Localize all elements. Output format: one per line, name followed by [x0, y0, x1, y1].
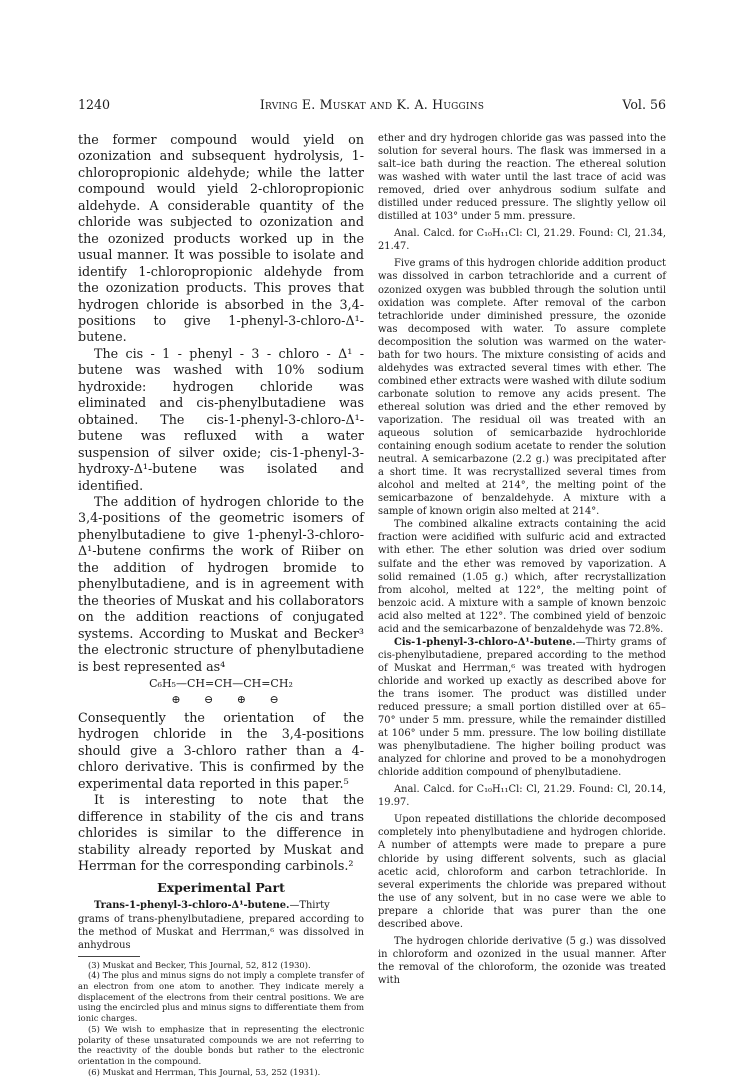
right-column: [378, 132, 666, 987]
paragraph: The cis - 1 - phenyl - 3 - chloro - Δ¹ - butene was washed with 10% sodium hydroxide: hydrogen chloride was eliminated and cis-phenylbutadiene was obtained. The cis-1-phenyl-3-chloro-Δ¹-butene was refluxed with a water suspension of silver oxide; cis-1-phenyl-3-hydroxy-Δ¹-butene was isolated and identified.: [78, 345, 364, 493]
paragraph: It is interesting to note that the difference in stability of the cis and trans chlorides is similar to the difference in stability already reported by Muskat and Herrman for the corresponding carbinols.²: [78, 792, 364, 874]
paragraph: ether and dry hydrogen chloride gas was passed into the solution for several hours. The flask was immersed in a salt–ice bath during the reaction. The ethereal solution was washed with water until the last trace of acid was removed, dried over anhydrous sodium sulfate and distilled under reduced pressure. The slightly yellow oil distilled at 103° under 5 mm. pressure.: [378, 133, 666, 223]
paragraph: [378, 636, 666, 780]
left-column: [78, 132, 364, 1077]
chemical-formula: C₆H₅—CH=CH—CH=CH₂: [149, 676, 293, 690]
footnote-rule: [78, 956, 140, 957]
paragraph: The hydrogen chloride derivative (5 g.) was dissolved in chloroform and ozonized in the usual manner. After the removal of the chloroform, the ozonide was treated with: [378, 935, 666, 986]
paragraph-text: —Thirty grams of trans-phenylbutadiene, prepared according to the method of Muskat and Herrman,⁶ was dissolved in anhydrous: [78, 900, 364, 951]
paragraph-text: —Thirty grams of cis-phenylbutadiene, prepared according to the method of Muskat and Herrman,⁶ was treated with hydrogen chloride and worked up exactly as described above for the trans isomer. The product was distilled under reduced pressure; a small portion distilled over at 65–70° under 5 mm. pressure, while the remainder distilled at 106° under 5 mm. pressure. The low boiling distillate was phenylbutadiene. The higher boiling product was analyzed for chlorine and proved to be a monohydrogen chloride addition compound of phenylbutadiene.: [378, 636, 666, 779]
running-header: [78, 97, 666, 113]
paragraph: The addition of hydrogen chloride to the 3,4-positions of the geometric isomers of phenylbutadiene to give 1-phenyl-3-chloro-Δ¹-butene confirms the work of Riiber on the addition of hydrogen bromide to phenylbutadiene, and is in agreement with the theories of Muskat and his collaborators on the addition reactions of conjugated systems. According to Muskat and Becker³ the electronic structure of phenylbutadiene is best represented as⁴: [78, 493, 364, 674]
analysis-line: Anal. Calcd. for C₁₀H₁₁Cl: Cl, 21.29. Found: Cl, 21.34, 21.47.: [378, 228, 666, 253]
run-in-heading: Cis-1-phenyl-3-chloro-Δ¹-butene.: [394, 636, 576, 648]
running-title: Irving E. Muskat and K. A. Huggins: [259, 97, 485, 112]
paragraph: Upon repeated distillations the chloride decomposed completely into phenylbutadiene and hydrogen chloride. A number of attempts were made to prepare a pure chloride by using different solvents, such as glacial acetic acid, chloroform and carbon tetrachloride. In several experiments the chloride was prepared without the use of any solvent, but in no case were we able to prepare a chloride that was purer than the one described above.: [378, 814, 666, 930]
section-heading: Experimental Part: [157, 880, 285, 896]
formula-charges: ⊕ ⊖ ⊕ ⊖: [171, 692, 289, 706]
paragraph: Five grams of this hydrogen chloride addition product was dissolved in carbon tetrachloride and a current of ozonized oxygen was bubbled through the solution until oxidation was complete. After removal of the carbon tetrachloride under diminished pressure, the ozonide was decomposed with water. To assure complete decomposition the solution was warmed on the water-bath for two hours. The mixture consisting of acids and aldehydes was extracted several times with ether. The combined ether extracts were washed with dilute sodium carbonate solution to remove any acids present. The ethereal solution was dried and the ether removed by vaporization. The residual oil was treated with an aqueous solution of semicarbazide hydrochloride containing enough sodium acetate to render the solution neutral. A semicarbazone (2.2 g.) was precipitated after a short time. It was recrystallized several times from alcohol and melted at 214°, the melting point of the semicarbazone of benzaldehyde. A mixture with a sample of known origin also melted at 214°.: [378, 258, 666, 518]
footnote: (6) Muskat and Herrman, This Journal, 53, 252 (1931).: [88, 1066, 321, 1077]
footnote: (5) We wish to emphasize that in representing the electronic polarity of these unsaturated compounds we are not referring to the reactivity of the double bonds but rather to the electronic orientation in the compound.: [78, 1023, 364, 1066]
paragraph: [78, 899, 364, 951]
analysis-line: Anal. Calcd. for C₁₀H₁₁Cl: Cl, 21.29. Found: Cl, 20.14, 19.97.: [378, 784, 666, 809]
paragraph: The combined alkaline extracts containing the acid fraction were acidified with sulfuric acid and extracted with ether. The ether solution was dried over sodium sulfate and the ether was removed by vaporization. A solid remained (1.05 g.) which, after recrystallization from alcohol, melted at 122°, the melting point of benzoic acid. A mixture with a sample of known benzoic acid also melted at 122°. The combined yield of benzoic acid and the semicarbazone of benzaldehyde was 72.8%.: [378, 519, 666, 635]
paragraph: Consequently the orientation of the hydrogen chloride in the 3,4-positions should give a 3-chloro rather than a 4-chloro derivative. This is confirmed by the experimental data reported in this paper.⁵: [78, 709, 364, 791]
page-number: 1240: [78, 97, 111, 112]
footnote: (3) Muskat and Becker, This Journal, 52, 812 (1930).: [88, 959, 311, 970]
footnote: (4) The plus and minus signs do not imply a complete transfer of an electron from one atom to another. They indicate merely a displacement of the electrons from their central positions. We are using the encircled plus and minus signs to differentiate them from ionic charges.: [78, 970, 364, 1024]
run-in-heading: Trans-1-phenyl-3-chloro-Δ¹-butene.: [94, 900, 290, 912]
volume-label: Vol. 56: [622, 97, 666, 112]
paragraph: the former compound would yield on ozonization and subsequent hydrolysis, 1-chloropropionic aldehyde; while the latter compound would yield 2-chloropropionic aldehyde. A considerable quantity of the chloride was subjected to ozonization and the ozonized products worked up in the usual manner. It was possible to isolate and identify 1-chloropropionic aldehyde from the ozonization products. This proves that hydrogen chloride is absorbed in the 3,4-positions to give 1-phenyl-3-chloro-Δ¹-butene.: [78, 132, 364, 345]
